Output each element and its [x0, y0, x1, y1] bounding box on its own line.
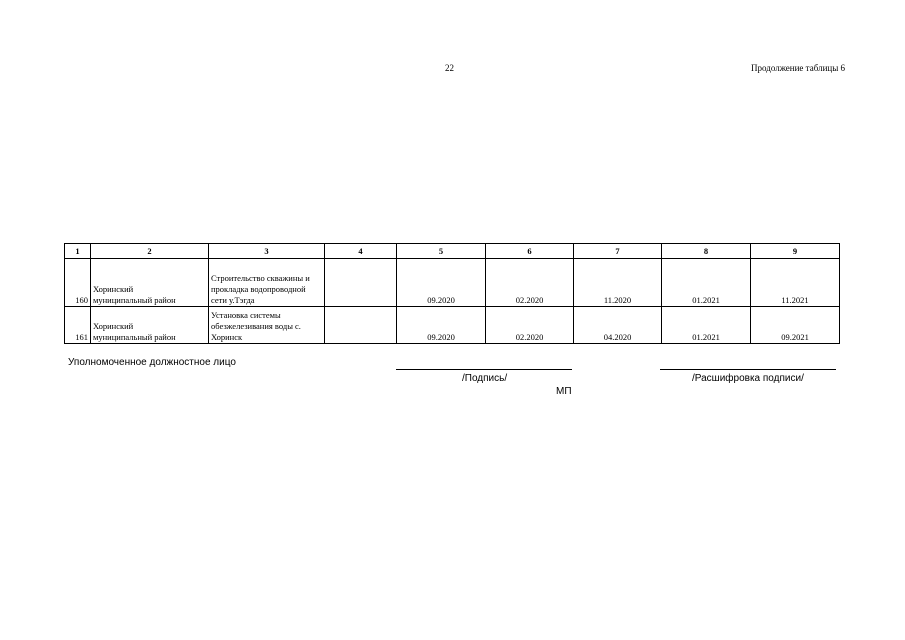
signature-caption: /Подпись/ [462, 373, 508, 384]
date-cell-6: 02.2020 [486, 307, 574, 344]
column-header-5: 5 [397, 244, 486, 259]
date-cell-6: 02.2020 [486, 259, 574, 307]
column-header-9: 9 [751, 244, 840, 259]
column-header-8: 8 [662, 244, 751, 259]
column-header-1: 1 [65, 244, 91, 259]
row-number: 161 [65, 307, 91, 344]
column-4-cell [325, 259, 397, 307]
date-cell-8: 01.2021 [662, 259, 751, 307]
column-header-6: 6 [486, 244, 574, 259]
table-row [65, 307, 840, 344]
column-header-2: 2 [91, 244, 209, 259]
district-cell: Хоринский муниципальный район [91, 259, 209, 307]
column-4-cell [325, 307, 397, 344]
table-header-row [65, 244, 840, 259]
district-cell: Хоринский муниципальный район [91, 307, 209, 344]
signature-decoding-line [660, 369, 836, 370]
table-continuation-label: Продолжение таблицы 6 [751, 63, 845, 73]
date-cell-9: 11.2021 [751, 259, 840, 307]
table-row [65, 259, 840, 307]
date-cell-7: 11.2020 [574, 259, 662, 307]
column-header-4: 4 [325, 244, 397, 259]
project-cell: Установка системы обезжелезивания воды с. Хоринск [209, 307, 325, 344]
data-table [64, 243, 840, 344]
stamp-label: МП [556, 386, 572, 397]
page-number: 22 [445, 63, 454, 73]
row-number: 160 [65, 259, 91, 307]
date-cell-9: 09.2021 [751, 307, 840, 344]
column-header-7: 7 [574, 244, 662, 259]
date-cell-8: 01.2021 [662, 307, 751, 344]
date-cell-5: 09.2020 [397, 259, 486, 307]
signature-decoding-caption: /Расшифровка подписи/ [692, 373, 804, 384]
column-header-3: 3 [209, 244, 325, 259]
project-cell: Строительство скважины и прокладка водопроводной сети у.Тэгда [209, 259, 325, 307]
date-cell-7: 04.2020 [574, 307, 662, 344]
date-cell-5: 09.2020 [397, 307, 486, 344]
authorized-person-label: Уполномоченное должностное лицо [68, 357, 236, 368]
signature-line [396, 369, 572, 370]
